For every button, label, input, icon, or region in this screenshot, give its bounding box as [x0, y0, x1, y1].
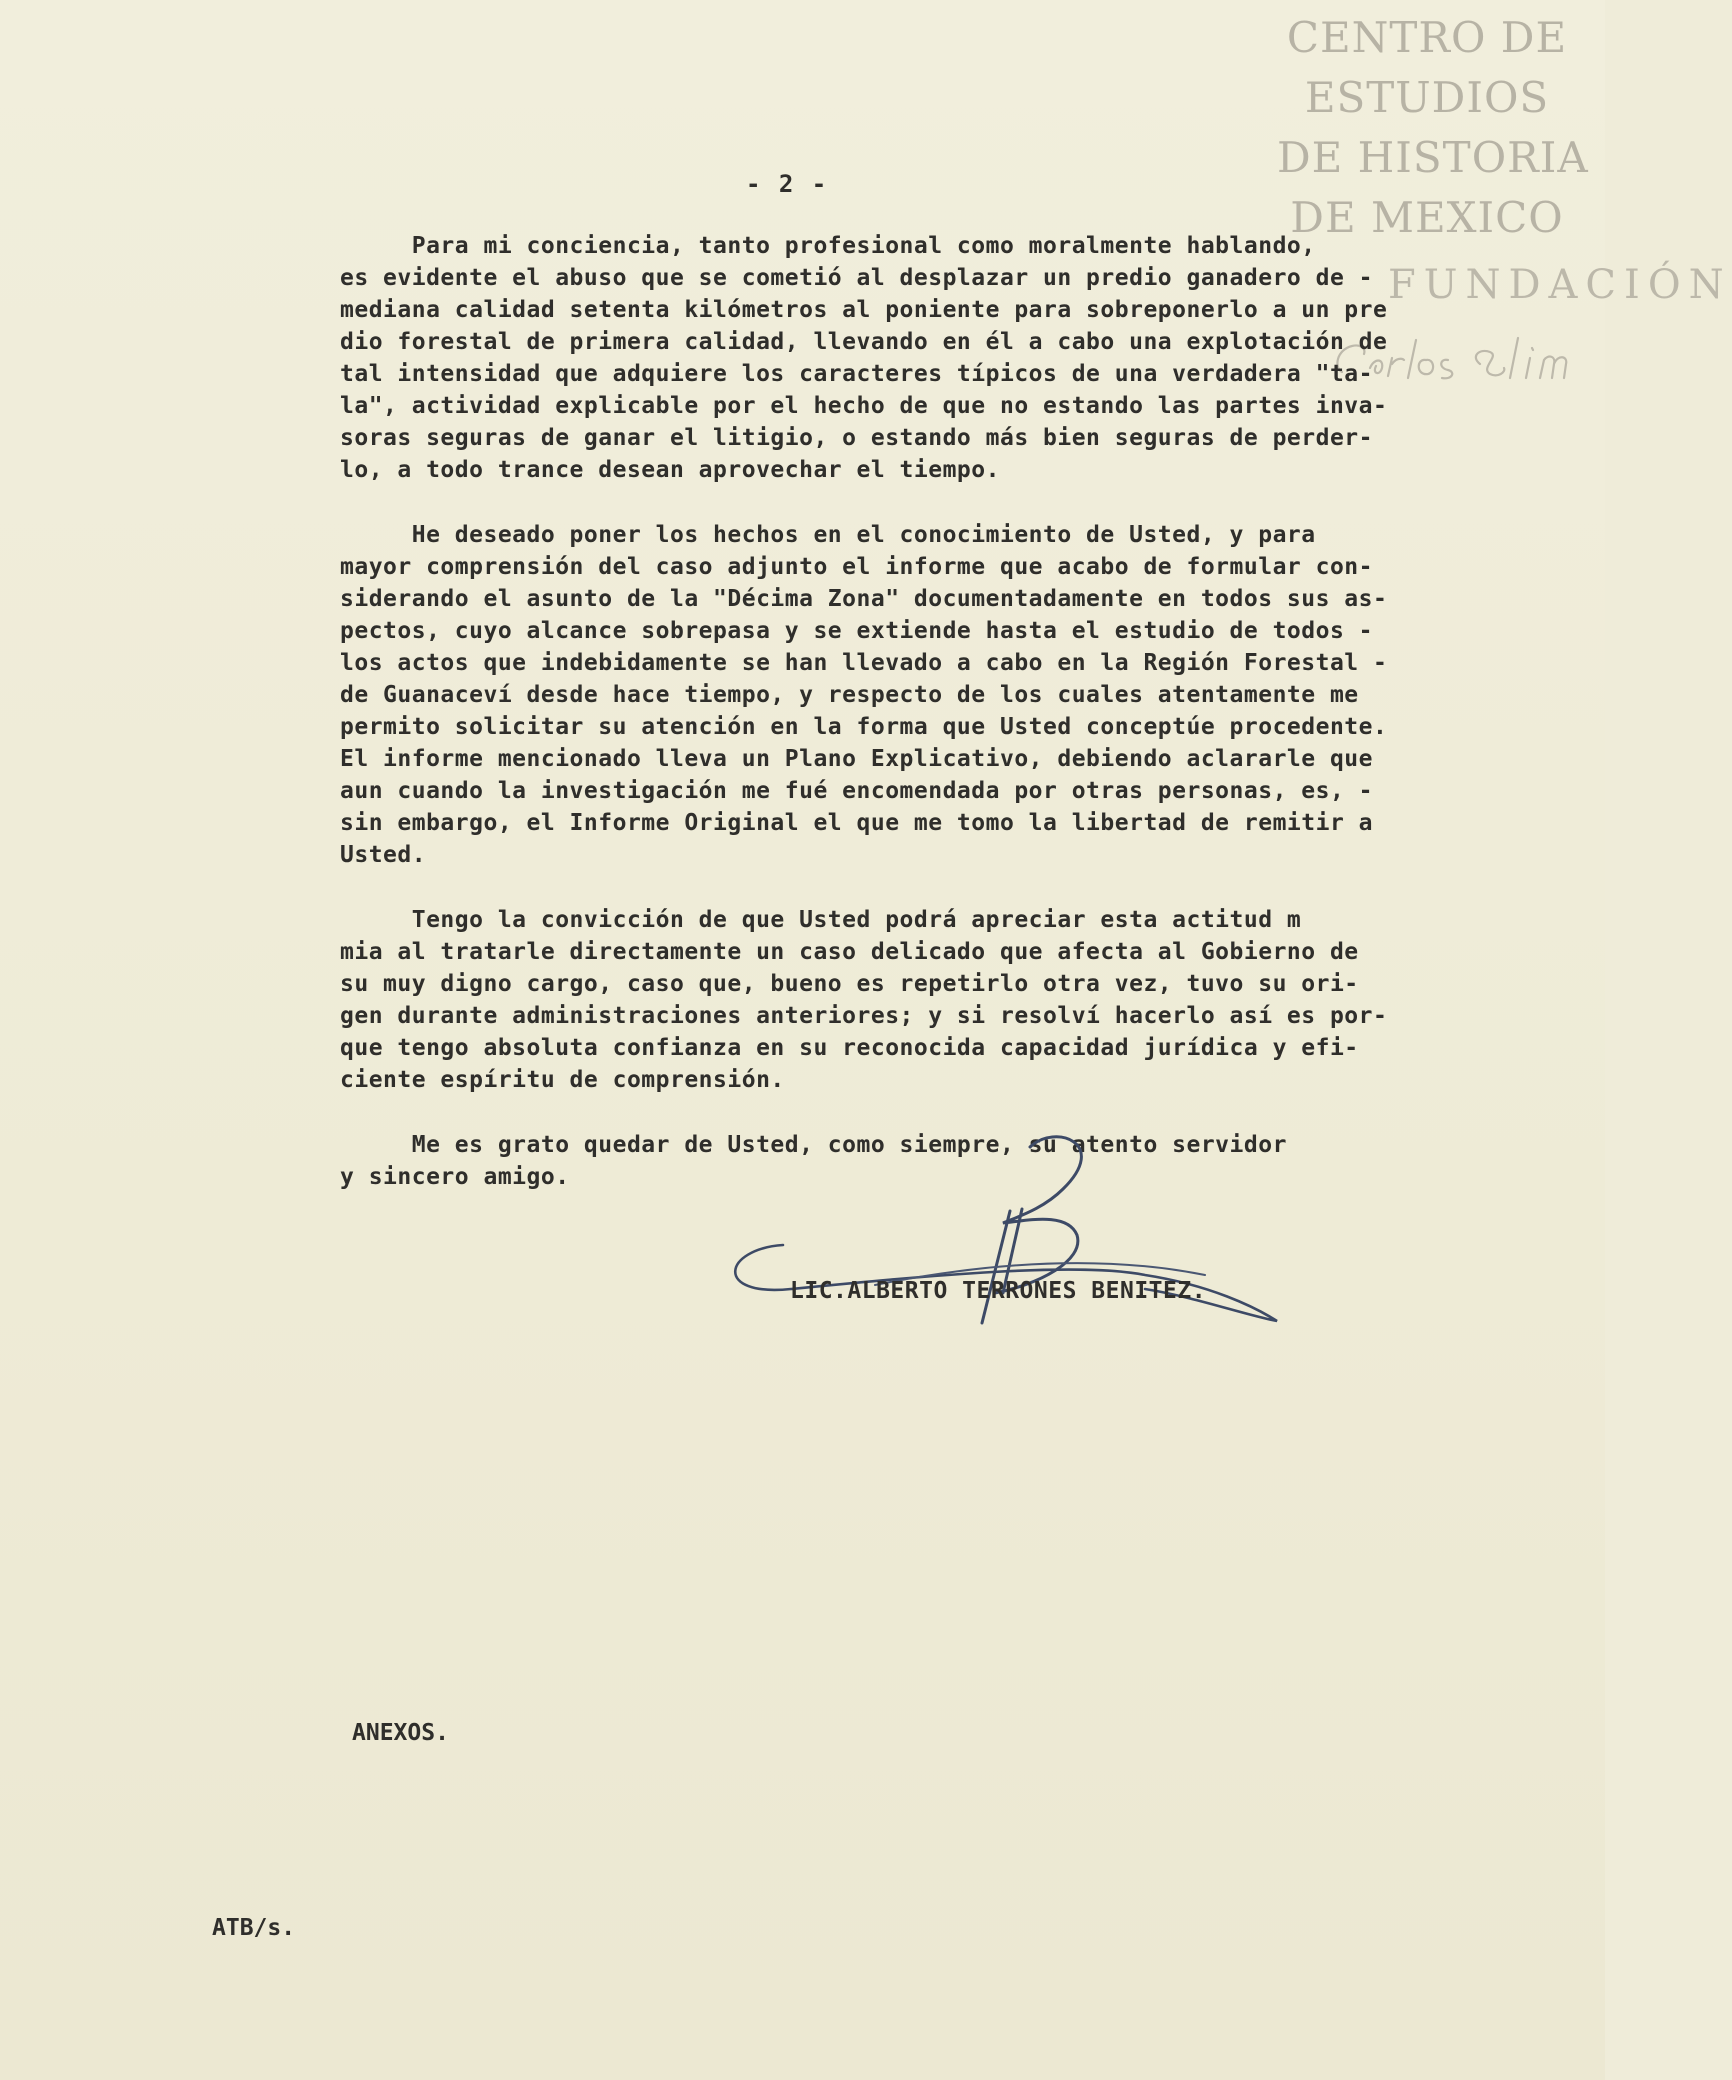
text-line: sin embargo, el Informe Original el que me tomo la libertad de remitir a — [340, 810, 1373, 836]
text-line: Tengo la convicción de que Usted podrá apreciar esta actitud m — [340, 907, 1302, 933]
text-line: ciente espíritu de comprensión. — [340, 1067, 785, 1093]
page-number: - 2 - — [746, 170, 829, 198]
archive-watermark — [1277, 8, 1589, 248]
text-line: su muy digno cargo, caso que, bueno es repetirlo otra vez, tuvo su ori- — [340, 971, 1359, 997]
text-line: He deseado poner los hechos en el conocimiento de Usted, y para — [340, 522, 1316, 548]
text-line: es evidente el abuso que se cometió al desplazar un predio ganadero de - — [340, 265, 1373, 291]
reference-initials: ATB/s. — [212, 1915, 296, 1941]
text-line: mayor comprensión del caso adjunto el informe que acabo de formular con- — [340, 554, 1373, 580]
paragraph-gap — [340, 486, 1490, 519]
text-line: gen durante administraciones anteriores; y si resolví hacerlo así es por- — [340, 1003, 1388, 1029]
handwritten-signature — [725, 1125, 1295, 1340]
text-line: la", actividad explicable por el hecho de que no estando las partes inva- — [340, 393, 1388, 419]
text-line: lo, a todo trance desean aprovechar el tiempo. — [340, 457, 1000, 483]
text-line: Usted. — [340, 842, 427, 868]
text-line: tal intensidad que adquiere los caracteres típicos de una verdadera "ta- — [340, 361, 1373, 387]
text-line: Me es grato quedar de Usted, como siempre, su atento servidor — [340, 1132, 1287, 1158]
text-line: los actos que indebidamente se han llevado a cabo en la Región Forestal - — [340, 650, 1388, 676]
enclosures-note: ANEXOS. — [352, 1720, 449, 1746]
watermark-line: CENTRO DE — [1286, 13, 1568, 62]
text-line: que tengo absoluta confianza en su reconocida capacidad jurídica y efi- — [340, 1035, 1359, 1061]
text-line: Para mi conciencia, tanto profesional como moralmente hablando, — [340, 233, 1316, 259]
watermark-line: DE MEXICO — [1290, 193, 1564, 242]
letter-body — [340, 230, 1490, 1193]
paragraph-gap — [340, 871, 1490, 904]
text-line: de Guanaceví desde hace tiempo, y respecto de los cuales atentamente me — [340, 682, 1359, 708]
text-line: y sincero amigo. — [340, 1164, 570, 1190]
paragraph-3 — [340, 904, 1490, 1096]
text-line: El informe mencionado lleva un Plano Explicativo, debiendo aclararle que — [340, 746, 1373, 772]
text-line: aun cuando la investigación me fué encomendada por otras personas, es, - — [340, 778, 1373, 804]
text-line: soras seguras de ganar el litigio, o estando más bien seguras de perder- — [340, 425, 1373, 451]
watermark-line: ESTUDIOS — [1304, 73, 1550, 122]
text-line: dio forestal de primera calidad, llevando en él a cabo una explotación de — [340, 329, 1388, 355]
paragraph-1 — [340, 230, 1490, 486]
text-line: siderando el asunto de la "Décima Zona" documentadamente en todos sus as- — [340, 586, 1388, 612]
signatory-name: LIC.ALBERTO TERRONES BENITEZ. — [790, 1278, 1207, 1304]
watermark-line: DE HISTORIA — [1277, 133, 1589, 182]
watermark-foundation: FUNDACIÓN — [1388, 262, 1732, 308]
text-line: pectos, cuyo alcance sobrepasa y se extiende hasta el estudio de todos - — [340, 618, 1373, 644]
paragraph-2 — [340, 519, 1490, 871]
text-line: permito solicitar su atención en la forma que Usted conceptúe procedente. — [340, 714, 1388, 740]
text-line: mia al tratarle directamente un caso delicado que afecta al Gobierno de — [340, 939, 1359, 965]
text-line: mediana calidad setenta kilómetros al poniente para sobreponerlo a un pre — [340, 297, 1388, 323]
